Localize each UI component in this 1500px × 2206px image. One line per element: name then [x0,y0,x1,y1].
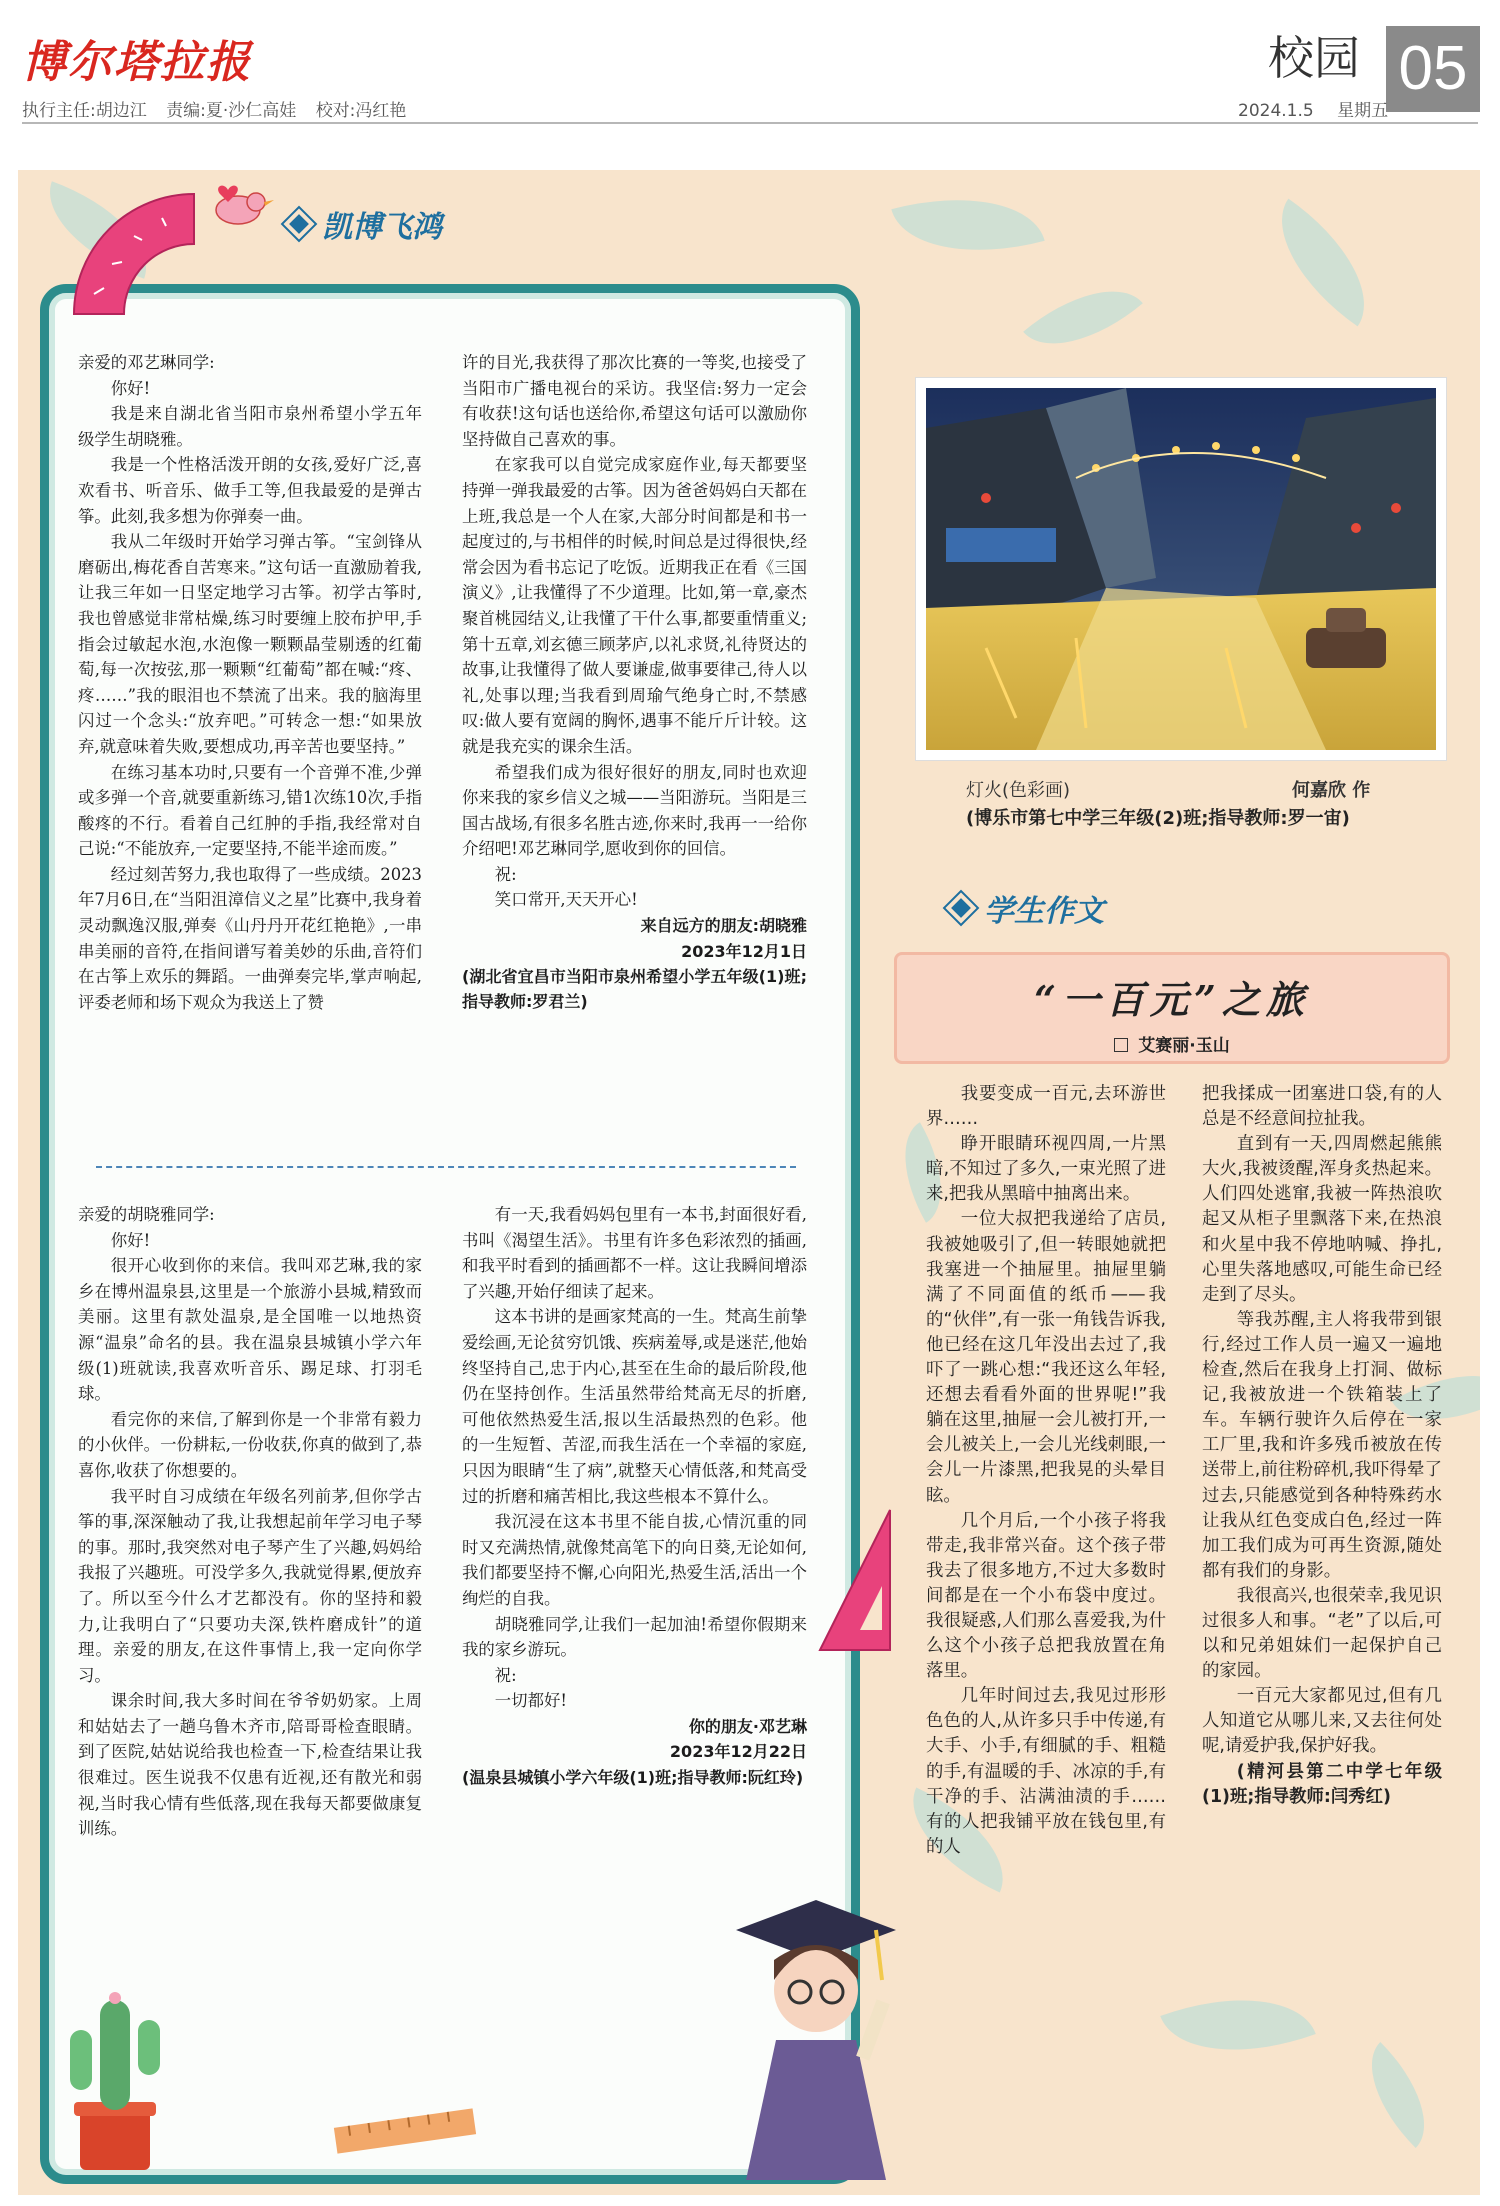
letter-paragraph: 课余时间,我大多时间在爷爷奶奶家。上周和姑姑去了一趟乌鲁木齐市,陪哥哥检查眼睛。到了医院,姑姑说给我也检查一下,检查结果让我很难过。医生说我不仅患有近视,还有散光和弱视,当时我心情有些低落,现在我每天都要做康复训练。 [78,1691,422,1839]
letter-paragraph: 我是来自湖北省当阳市泉州希望小学五年级学生胡晓雅。 [78,404,422,449]
chief-editor: 执行主任:胡边江 [22,101,147,121]
letter-paragraph: 我沉浸在这本书里不能自拔,心情沉重的同时又充满热情,就像梵高笔下的向日葵,无论如何,我们都要坚持不懈,心向阳光,热爱生活,活出一个绚烂的自我。 [462,1512,807,1608]
letter1-column2 [462,350,807,1014]
essay-author [897,1031,1447,1056]
letter-paragraph: 这本书讲的是画家梵高的一生。梵高生前挚爱绘画,无论贫穷饥饿、疾病羞辱,或是迷茫,他始终坚持自己,忠于内心,甚至在生命的最后阶段,他仍在坚持创作。生活虽然带给梵高无尽的折磨,可他依然热爱生活,报以生活最热烈的色彩。他的一生短暂、苦涩,而我生活在一个幸福的家庭,只因为眼睛“生了病”,就整天心情低落,和梵高受过的折磨和痛苦相比,我这些根本不算什么。 [462,1307,807,1506]
painting-caption [966,776,1386,802]
section-name: 校园 [1268,31,1360,85]
proofreader: 校对:冯红艳 [315,101,407,121]
essay-paragraph: 把我揉成一团塞进口袋,有的人总是不经意间拉扯我。 [1202,1084,1442,1130]
essay-paragraph: 几年时间过去,我见过形形色色的人,从许多只手中传递,有大手、小手,有细腻的手、粗糙的手,有温暖的手、冰凉的手,有干净的手、沾满油渍的手……有的人把我铺平放在钱包里,有的人 [926,1686,1166,1857]
letter-signature: 你的朋友·邓艺琳 [688,1716,807,1736]
essay-title: “一百元”之旅 [1034,977,1310,1022]
letter-paragraph: 你好! [110,378,151,398]
letter-paragraph: 胡晓雅同学,让我们一起加油!希望你假期来我的家乡游玩。 [462,1614,807,1660]
diamond-icon [951,898,971,918]
protractor-ruler-icon [64,184,204,324]
letter-paragraph: 有一天,我看妈妈包里有一本书,封面很好看,书叫《渴望生活》。书里有许多色彩浓烈的插画,和我平时看到的插画都不一样。这让我瞬间增添了兴趣,开始仔细读了起来。 [462,1205,807,1301]
cactus-plant-icon [40,1960,190,2180]
essay-column2 [1202,1082,1442,1810]
ruler-icon [330,2100,480,2160]
square-icon [1114,1038,1128,1052]
painting-title: 灯火(色彩画) [966,780,1071,801]
leaf-decoration [1160,1968,1315,2082]
essay-paragraph: 一位大叔把我递给了店员,我被她吸引了,但一转眼她就把我塞进一个抽屉里。抽屉里躺满了不同面值的纸币——我的“伙伴”,有一张一角钱告诉我,他已经在这几年没出去过了,我吓了一跳心想:“我还这么年轻,还想去看看外面的世界呢!”我躺在这里,抽屉一会儿被打开,一会儿被关上,一会儿光线刺眼,一会儿一片漆黑,把我晃的头晕目眩。 [926,1209,1166,1506]
letter-date: 2023年12月22日 [669,1742,807,1762]
essay-paragraph: 几个月后,一个小孩子将我带走,我非常兴奋。这个孩子带我去了很多地方,不过大多数时间都是在一个小布袋中度过。我很疑惑,人们那么喜爱我,为什么这个小孩子总把我放置在角落里。 [926,1510,1166,1682]
letter2-column1 [78,1202,422,1842]
publication-date [1220,96,1388,121]
letters-column-title [292,202,442,246]
essay-column1 [926,1082,1166,1860]
letters-column-title-text: 凯博飞鸿 [322,210,442,245]
essay-heading-box [894,952,1450,1064]
page-number: 05 [1386,26,1480,112]
letter-paragraph: 看完你的来信,了解到你是一个非常有毅力的小伙伴。一份耕耘,一份收获,你真的做到了,恭喜你,收获了你想要的。 [78,1409,422,1480]
date: 2024.1.5 [1238,101,1314,121]
letter-closing: 一切都好! [494,1691,567,1711]
weekday: 星期五 [1337,101,1389,121]
leaf-decoration [1345,2042,1451,2148]
essay-source: (精河县第二中学七年级(1)班;指导教师:闫秀红) [1202,1761,1442,1807]
letter-salutation: 亲爱的邓艺琳同学: [78,353,215,372]
graduate-girl-icon [716,1880,916,2190]
letter-paragraph: 我从二年级时开始学习弹古筝。“宝剑锋从磨砺出,梅花香自苦寒来。”这句话一直激励着我,让我三年如一日坚定地学习古筝。初学古筝时,我也曾感觉非常枯燥,练习时要缠上胶布护甲,手指会过敏起水泡,水泡像一颗颗晶莹剔透的红葡萄,每一次按弦,那一颗颗“红葡萄”都在喊:“疼、疼……”我的眼泪也不禁流了出来。我的脑海里闪过一个念头:“放弃吧。”可转念一想:“如果放弃,就意味着失败,要想成功,再辛苦也要坚持。” [78,532,422,756]
letter2-column2 [462,1202,807,1790]
essays-column-title-text: 学生作文 [984,894,1104,929]
letter-paragraph: 在家我可以自觉完成家庭作业,每天都要坚持弹一弹我最爱的古筝。因为爸爸妈妈白天都在上班,我总是一个人在家,大部分时间都是和书一起度过的,与书相伴的时候,时间总是过得很快,经常会因为看书忘记了吃饭。近期我正在看《三国演义》,让我懂得了不少道理。比如,第一章,豪杰聚首桃园结义,让我懂了干什么事,都要重情重义;第十五章,刘玄德三顾茅庐,以礼求贤,礼待贤达的故事,让我懂得了做人要谦虚,做事要律己,待人以礼,处事以理;当我看到周瑜气绝身亡时,不禁感叹:做人要有宽阔的胸怀,遇事不能斤斤计较。这就是我充实的课余生活。 [462,455,807,756]
letter-source: (湖北省宜昌市当阳市泉州希望小学五年级(1)班;指导教师:罗君兰) [462,967,807,1012]
letter-source: (温泉县城镇小学六年级(1)班;指导教师:阮红玲) [462,1768,804,1788]
student-painting [916,378,1446,760]
leaf-decoration [1251,199,1395,327]
diamond-icon [289,214,309,234]
letter-paragraph: 我平时自习成绩在年级名列前茅,但你学古筝的事,深深触动了我,让我想起前年学习电子琴的事。那时,我突然对电子琴产生了兴趣,妈妈给我报了兴趣班。可没学多久,我就觉得累,便放弃了。所以至今什么才艺都没有。你的坚持和毅力,让我明白了“只要功夫深,铁杵磨成针”的道理。亲爱的朋友,在这件事情上,我一定向你学习。 [78,1486,422,1685]
letter-closing: 笑口常开,天天开心! [494,890,638,910]
letter-divider [96,1166,796,1168]
letter-paragraph: 在练习基本功时,只要有一个音弹不准,少弹或多弹一个音,就要重新练习,错1次练10次,手指酸疼的不行。看着自己红肿的手指,我经常对自己说:“不能放弃,一定要坚持,不能半途而废。” [78,762,422,859]
essay-paragraph: 一百元大家都见过,但有几人知道它从哪儿来,又去往何处呢,请爱护我,保护好我。 [1202,1686,1442,1757]
letter-salutation: 亲爱的胡晓雅同学: [78,1205,215,1224]
letter-closing: 祝: [494,1665,517,1685]
essay-paragraph: 直到有一天,四周燃起熊熊大火,我被烫醒,浑身炙热起来。人们四处逃窜,我被一阵热浪吹起又从柜子里飘落下来,在热浪和火星中我不停地呐喊、挣扎,心里失落地感叹,可能生命已经走到了尽头。 [1202,1134,1442,1305]
letter-paragraph: 许的目光,我获得了那次比赛的一等奖,也接受了当阳市广播电视台的采访。我坚信:努力一定会有收获!这句话也送给你,希望这句话可以激励你坚持做自己喜欢的事。 [462,353,807,449]
letter-signature: 来自远方的朋友:胡晓雅 [640,916,807,936]
letter-paragraph: 我是一个性格活泼开朗的女孩,爱好广泛,喜欢看书、听音乐、做手工等,但我最爱的是弹古筝。此刻,我多想为你弹奏一曲。 [78,455,422,526]
painting-credit: (博乐市第七中学三年级(2)班;指导教师:罗一宙) [966,808,1350,829]
letter-paragraph: 希望我们成为很好很好的朋友,同时也欢迎你来我的家乡信义之城——当阳游玩。当阳是三国古战场,有很多名胜古迹,你来时,我再一一给你介绍吧!邓艺琳同学,愿收到你的回信。 [462,762,807,859]
letter1-column1 [78,350,422,1015]
letter-paragraph: 你好! [110,1230,151,1250]
letter-paragraph: 很开心收到你的来信。我叫邓艺琳,我的家乡在博州温泉县,这里是一个旅游小县城,精致而美丽。这里有款处温泉,是全国唯一以地热资源“温泉”命名的县。我在温泉县城镇小学六年级(1)班就读,我喜欢听音乐、踢足球、打羽毛球。 [78,1256,422,1404]
painting-artist: 何嘉欣 作 [1292,780,1371,801]
header-rule [22,122,1478,124]
letter-paragraph: 经过刻苦努力,我也取得了一些成绩。2023年7月6日,在“当阳沮漳信义之星”比赛中,我身着灵动飘逸汉服,弹奏《山丹丹开花红艳艳》,一串串美丽的音符,在指间谱写着美妙的乐曲,音符们在古筝上欢乐的舞蹈。一曲弹奏完毕,掌声响起,评委老师和场下观众为我送上了赞 [78,864,422,1012]
essay-paragraph: 我要变成一百元,去环游世界…… [926,1084,1166,1130]
essay-author-name: 艾赛丽·玉山 [1138,1036,1230,1056]
essay-paragraph: 睁开眼睛环视四周,一片黑暗,不知过了多久,一束光照了进来,把我从黑暗中抽离出来。 [926,1134,1166,1205]
essay-paragraph: 我很高兴,也很荣幸,我见识过很多人和事。“老”了以后,可以和兄弟姐妹们一起保护自己的家园。 [1202,1585,1442,1682]
essays-column-title [954,886,1104,930]
essay-paragraph: 等我苏醒,主人将我带到银行,经过工作人员一遍又一遍地检查,然后在我身上打洞、做标记,我被放进一个铁箱装上了车。车辆行驶许久后停在一家工厂里,我和许多残币被放在传送带上,前往粉碎机,我吓得晕了过去,只能感觉到各种特殊药水让我从红色变成白色,经过一阵加工我们成为可再生资源,随处都有我们的身影。 [1202,1309,1442,1581]
leaf-decoration [1023,261,1143,374]
newspaper-logo: 博尔塔拉报 [22,37,252,88]
responsible-editor: 责编:夏·沙仁高娃 [166,101,297,121]
editor-credits [22,96,420,121]
leaf-decoration [891,173,1044,277]
set-square-icon [810,1500,900,1660]
bird-heart-icon [208,180,278,232]
night-street-painting-icon [926,388,1436,750]
letter-date: 2023年12月1日 [681,941,807,961]
letter-closing: 祝: [494,864,517,884]
